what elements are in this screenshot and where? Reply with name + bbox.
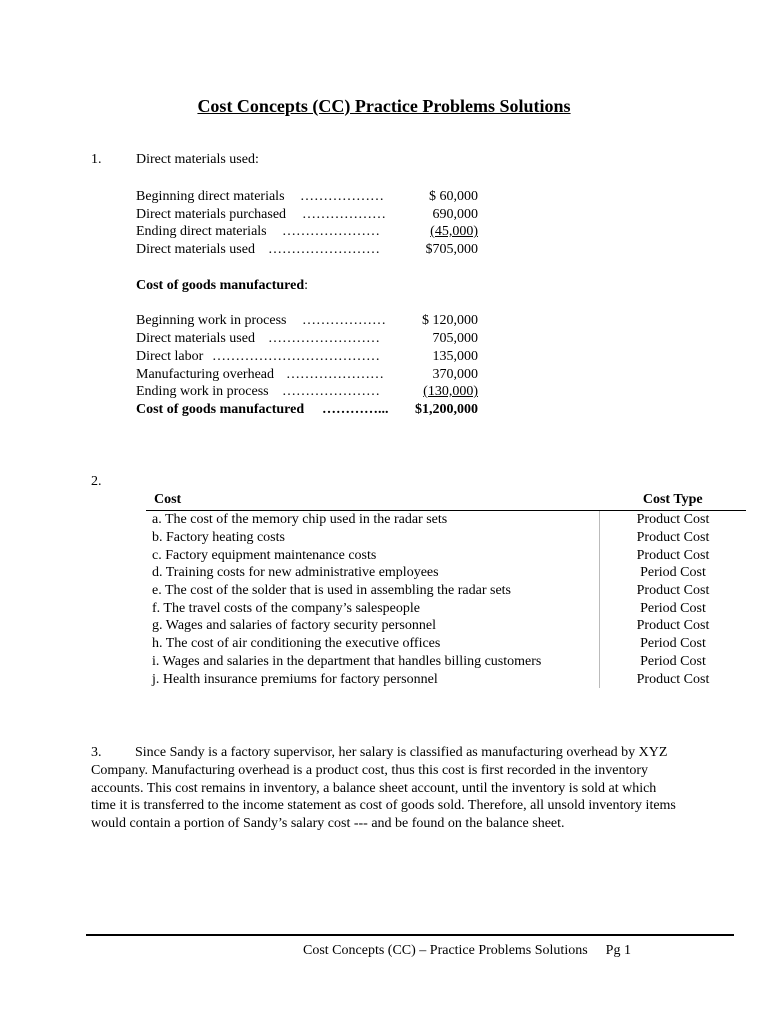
column-header-cost: Cost bbox=[146, 490, 600, 511]
row-amount: 135,000 bbox=[432, 349, 478, 364]
footer-divider bbox=[86, 934, 734, 936]
cost-cell: f. The travel costs of the company’s salespeople bbox=[152, 600, 420, 616]
cogm-heading-text: Cost of goods manufactured bbox=[136, 278, 305, 293]
row-dots: ………………… bbox=[282, 224, 380, 239]
row-label: Ending work in process bbox=[136, 384, 269, 399]
cost-cell: a. The cost of the memory chip used in the radar sets bbox=[152, 512, 448, 528]
cost-cell: b. Factory heating costs bbox=[152, 530, 285, 546]
cogm-row-direct-labor bbox=[136, 348, 478, 366]
dm-row-beginning bbox=[136, 188, 478, 206]
row-label: Ending direct materials bbox=[136, 224, 267, 239]
cost-type-cell: Product Cost bbox=[600, 582, 747, 600]
row-amount: 370,000 bbox=[432, 367, 478, 382]
cost-type-cell: Product Cost bbox=[600, 670, 747, 688]
table-row bbox=[146, 546, 746, 564]
row-dots: ………………… bbox=[286, 367, 384, 382]
table-row bbox=[146, 511, 746, 529]
cost-type-cell: Period Cost bbox=[600, 635, 747, 653]
row-label: Direct labor bbox=[136, 349, 204, 364]
table-row bbox=[146, 617, 746, 635]
row-amount: (45,000) bbox=[430, 224, 478, 239]
cogm-row-ending-wip bbox=[136, 383, 478, 401]
row-dots: …………... bbox=[322, 402, 389, 417]
row-label: Manufacturing overhead bbox=[136, 367, 274, 382]
page-footer bbox=[303, 943, 631, 959]
cost-type-cell: Product Cost bbox=[600, 546, 747, 564]
question-3-text: Since Sandy is a factory supervisor, her salary is classified as manufacturing overhead by XYZ Company. Manufacturing overhead is a product cost, thus this cost is first recorded in the inventory accounts. This cost remains in inventory, a balance sheet account, until the inventory is sold at which time it is transferred to the income statement as cost of goods sold. Therefore, all unsold inventory items would contain a portion of Sandy’s salary cost --- and be found on the balance sheet. bbox=[91, 745, 676, 832]
row-dots: ……………… bbox=[302, 207, 386, 222]
footer-text: Cost Concepts (CC) – Practice Problems Solutions bbox=[303, 943, 588, 958]
table-row bbox=[146, 653, 746, 671]
row-label: Direct materials used bbox=[136, 242, 255, 257]
cogm-row-dm-used bbox=[136, 330, 478, 348]
cogm-row-total bbox=[136, 401, 478, 419]
cogm-row-overhead bbox=[136, 366, 478, 384]
table-row bbox=[146, 529, 746, 547]
dm-row-purchased bbox=[136, 206, 478, 224]
dm-row-ending bbox=[136, 223, 478, 241]
cost-cell: j. Health insurance premiums for factory personnel bbox=[152, 671, 438, 687]
cost-type-cell: Product Cost bbox=[600, 529, 747, 547]
table-header-row bbox=[146, 490, 746, 511]
row-dots: ………………… bbox=[282, 384, 380, 399]
direct-materials-heading: Direct materials used: bbox=[136, 152, 259, 167]
dm-row-used bbox=[136, 241, 478, 259]
question-1-number: 1. bbox=[91, 152, 102, 167]
column-header-cost-type: Cost Type bbox=[600, 490, 747, 511]
table-row bbox=[146, 670, 746, 688]
cost-type-cell: Period Cost bbox=[600, 599, 747, 617]
table-row bbox=[146, 599, 746, 617]
cost-type-cell: Period Cost bbox=[600, 564, 747, 582]
row-dots: ……………… bbox=[300, 189, 384, 204]
row-amount: (130,000) bbox=[423, 384, 478, 399]
question-3-number: 3. bbox=[91, 745, 102, 760]
cost-type-cell: Product Cost bbox=[600, 617, 747, 635]
page-title: Cost Concepts (CC) Practice Problems Solutions bbox=[197, 96, 571, 116]
row-dots: ……………… bbox=[302, 313, 386, 328]
row-dots: ……………………………… bbox=[212, 349, 380, 364]
question-2-number: 2. bbox=[91, 474, 102, 489]
cost-cell: d. Training costs for new administrative employees bbox=[152, 565, 439, 581]
cogm-heading-colon: : bbox=[304, 278, 309, 293]
cost-cell: g. Wages and salaries of factory security personnel bbox=[152, 618, 436, 634]
row-amount: $ 60,000 bbox=[429, 189, 478, 204]
row-label: Cost of goods manufactured bbox=[136, 402, 305, 417]
row-amount: $1,200,000 bbox=[415, 402, 478, 417]
row-amount: 705,000 bbox=[432, 331, 478, 346]
row-amount: 690,000 bbox=[432, 207, 478, 222]
cost-cell: e. The cost of the solder that is used in assembling the radar sets bbox=[152, 583, 511, 599]
row-amount: $ 120,000 bbox=[422, 313, 478, 328]
page-number: Pg 1 bbox=[605, 943, 631, 958]
cost-type-cell: Period Cost bbox=[600, 653, 747, 671]
row-label: Beginning work in process bbox=[136, 313, 287, 328]
row-label: Direct materials used bbox=[136, 331, 255, 346]
row-label: Direct materials purchased bbox=[136, 207, 287, 222]
table-row bbox=[146, 635, 746, 653]
table-row bbox=[146, 564, 746, 582]
cost-cell: c. Factory equipment maintenance costs bbox=[152, 547, 377, 563]
row-amount: $705,000 bbox=[425, 242, 478, 257]
cost-classification-table bbox=[146, 490, 746, 688]
row-dots: …………………… bbox=[268, 331, 380, 346]
cogm-heading bbox=[136, 278, 308, 294]
cost-cell: i. Wages and salaries in the department that handles billing customers bbox=[152, 653, 542, 669]
cogm-row-beginning-wip bbox=[136, 312, 478, 330]
table-row bbox=[146, 582, 746, 600]
row-label: Beginning direct materials bbox=[136, 189, 285, 204]
question-3-paragraph bbox=[91, 744, 681, 833]
cost-cell: h. The cost of air conditioning the executive offices bbox=[152, 636, 441, 652]
cost-type-cell: Product Cost bbox=[600, 511, 747, 529]
row-dots: …………………… bbox=[268, 242, 380, 257]
